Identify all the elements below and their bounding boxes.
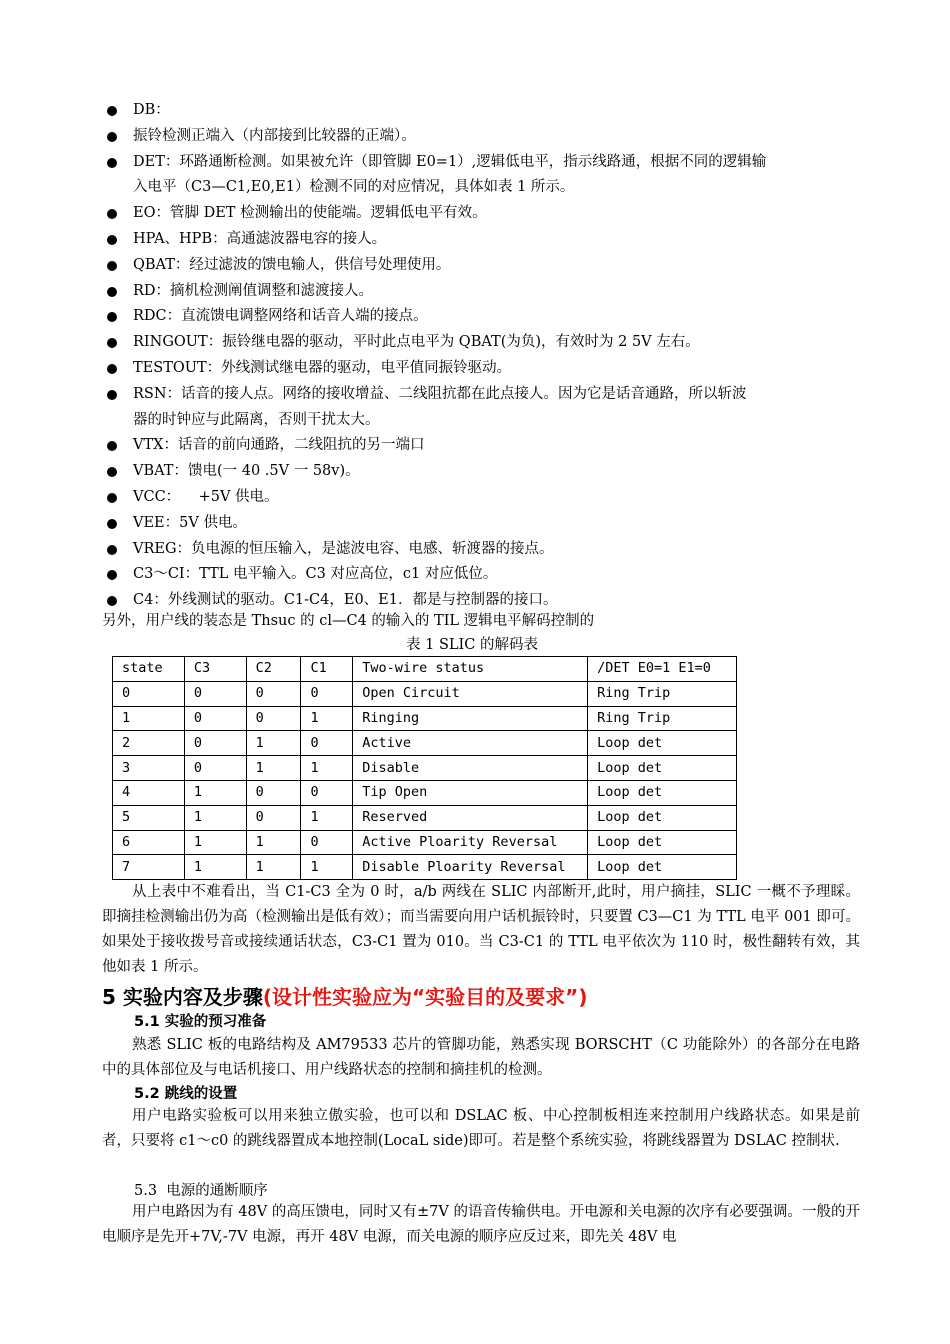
list-item <box>106 433 866 459</box>
list-item <box>106 150 866 202</box>
table-cell: 2 <box>113 731 185 756</box>
table-cell: 1 <box>184 830 246 855</box>
header-cell: C1 <box>301 657 353 682</box>
table-cell: 0 <box>184 731 246 756</box>
section-5-title: 5 实验内容及步骤 <box>102 985 263 1009</box>
section-5-1-heading: 5.1 实验的预习准备 <box>134 1014 267 1030</box>
list-item-text: VEE：5V 供电。 <box>133 514 247 531</box>
header-cell: C2 <box>246 657 301 682</box>
list-item <box>106 201 866 227</box>
list-item-text: RDC：直流馈电调整网络和话音人端的接点。 <box>133 308 428 325</box>
table-cell: 5 <box>113 805 185 830</box>
bullet-icon <box>107 390 117 400</box>
table-row <box>113 706 737 731</box>
list-item-text: RD：摘机检测阐值调整和滤渡接人。 <box>133 282 374 299</box>
table-cell: 0 <box>301 731 353 756</box>
table-row <box>113 780 737 805</box>
list-item <box>106 253 866 279</box>
bullet-icon <box>107 287 117 297</box>
table-caption-text: 表 1 SLIC 的解码表 <box>406 637 538 653</box>
list-item <box>106 304 866 330</box>
table-cell: Disable <box>353 756 588 781</box>
table-row <box>113 805 737 830</box>
table-cell: Reserved <box>353 805 588 830</box>
table-cell: 1 <box>301 855 353 880</box>
list-item-text: RSN：话音的接人点。网络的接收增益、二线阻抗都在此点接人。因为它是话音通路，所以斩波 <box>133 385 747 402</box>
section-5-note: (设计性实验应为“实验目的及要求”) <box>262 985 588 1009</box>
table-cell: Disable Ploarity Reversal <box>353 855 588 880</box>
pin-description-list <box>106 98 866 614</box>
table-cell: 4 <box>113 780 185 805</box>
table-cell: 0 <box>184 706 246 731</box>
section-5-1-body: 熟悉 SLIC 板的电路结构及 AM79533 芯片的管脚功能，熟悉实现 BORSCHT（C 功能除外）的各部分在电路中的具体部位及与电话机接口、用户线路状态的控制和摘挂机的检测。 <box>102 1037 860 1078</box>
table-cell: 1 <box>184 780 246 805</box>
list-item <box>106 459 866 485</box>
section-5-2-heading: 5.2 跳线的设置 <box>134 1086 238 1102</box>
list-item-continuation: 入电平（C3—C1,E0,E1）检测不同的对应情况，具体如表 1 所示。 <box>133 179 575 196</box>
header-cell: C3 <box>184 657 246 682</box>
list-item <box>106 330 866 356</box>
table-cell: Loop det <box>588 780 737 805</box>
table-cell: 0 <box>246 706 301 731</box>
bullet-icon <box>107 209 117 219</box>
table-cell: 1 <box>301 805 353 830</box>
table-cell: 0 <box>113 681 185 706</box>
bullet-icon <box>107 493 117 503</box>
list-item-text: VBAT：馈电(一 40 .5V 一 58v)。 <box>133 463 360 480</box>
header-cell: Two-wire status <box>353 657 588 682</box>
table-row <box>113 855 737 880</box>
list-item-text: C4：外线测试的驱动。C1-C4，E0、E1．都是与控制器的接口。 <box>133 592 558 609</box>
table-cell: Tip Open <box>353 780 588 805</box>
bullet-icon <box>107 261 117 271</box>
table-cell: 1 <box>246 830 301 855</box>
list-item <box>106 356 866 382</box>
header-cell: /DET E0=1 E1=0 <box>588 657 737 682</box>
table-cell: 1 <box>301 756 353 781</box>
table-cell: 1 <box>301 706 353 731</box>
list-item-text: RINGOUT：振铃继电器的驱动，平时此点电平为 QBAT(为负)，有效时为 2 5V 左右。 <box>133 334 700 351</box>
list-item <box>106 511 866 537</box>
bullet-icon <box>107 364 117 374</box>
table-cell: 0 <box>246 681 301 706</box>
table-cell: 0 <box>246 805 301 830</box>
bullet-icon <box>107 467 117 477</box>
table-row <box>113 756 737 781</box>
table-cell: 6 <box>113 830 185 855</box>
table-cell: Loop det <box>588 830 737 855</box>
list-item <box>106 382 866 434</box>
list-item-text: TESTOUT：外线测试继电器的驱动，电平值同振铃驱动。 <box>133 359 512 376</box>
table-header-row <box>113 657 737 682</box>
list-item-text: VTX：话音的前向通路，二线阻抗的另一端口 <box>133 437 425 454</box>
table-row <box>113 731 737 756</box>
table-row <box>113 681 737 706</box>
bullet-icon <box>107 132 117 142</box>
table-cell: 0 <box>184 756 246 781</box>
list-item-text: HPA、HPB：高通滤波器电容的接人。 <box>133 230 387 247</box>
table-cell: 3 <box>113 756 185 781</box>
bullet-icon <box>107 570 117 580</box>
slic-decode-table <box>112 656 737 880</box>
list-item <box>106 562 866 588</box>
table-cell: Loop det <box>588 805 737 830</box>
table-cell: Ringing <box>353 706 588 731</box>
table-cell: Loop det <box>588 756 737 781</box>
table-cell: 0 <box>184 681 246 706</box>
header-cell: state <box>113 657 185 682</box>
list-item-text: DET：环路通断检测。如果被允许（即管脚 E0=1）,逻辑低电平，指示线路通，根据不同的逻辑输 <box>133 153 767 170</box>
section-5-heading <box>102 981 587 1010</box>
table-body <box>113 657 737 880</box>
table-cell: Active <box>353 731 588 756</box>
table-cell: Open Circuit <box>353 681 588 706</box>
list-item-text: 振铃检测正端入（内部接到比较器的正端）。 <box>133 127 416 144</box>
list-item-text: VCC： +5V 供电。 <box>133 488 279 505</box>
list-item-text: VREG：负电源的恒压输入，是滤波电容、电感、斩渡器的接点。 <box>133 540 554 557</box>
table-cell: 1 <box>184 855 246 880</box>
table-cell: Loop det <box>588 855 737 880</box>
list-item-text: DB： <box>133 102 170 118</box>
bullet-icon <box>107 338 117 348</box>
section-5-2-body: 用户电路实验板可以用来独立傲实验，也可以和 DSLAC 板、中心控制板相连来控制用户线路状态。如果是前者，只要将 c1～c0 的跳线器置成本地控制(LocaL side)即可。若是整个系统实验，将跳线器置为 DSLAC 控制状. <box>102 1108 860 1149</box>
list-item <box>106 279 866 305</box>
section-5-3-heading: 5.3 电源的通断顺序 <box>134 1183 268 1199</box>
table-row <box>113 830 737 855</box>
list-item <box>106 227 866 253</box>
table-cell: 7 <box>113 855 185 880</box>
table-cell: Active Ploarity Reversal <box>353 830 588 855</box>
list-item <box>106 537 866 563</box>
table-cell: 1 <box>246 756 301 781</box>
table-explanation: 从上表中不难看出，当 C1-C3 全为 0 时，a/b 两线在 SLIC 内部断开,此时，用户摘挂，SLIC 一概不予理睬。即摘挂检测输出仍为高（检测输出是低有效）；而当需要向用户话机振铃时，只要置 C3—C1 为 TTL 电平 001 即可。如果处于接收拨号音或接续通话状态，C3-C1 置为 010。当 C3-C1 的 TTL 电平依次为 110 时，极性翻转有效，其他如表 1 所示。 <box>102 884 860 975</box>
table-cell: 0 <box>301 681 353 706</box>
bullet-icon <box>107 441 117 451</box>
table-cell: 1 <box>113 706 185 731</box>
table-cell: Ring Trip <box>588 681 737 706</box>
table-caption <box>102 634 842 656</box>
list-item <box>106 485 866 511</box>
list-item-text: C3～CI：TTL 电平输入。C3 对应高位，c1 对应低位。 <box>133 566 498 583</box>
bullet-icon <box>107 519 117 529</box>
table-cell: 1 <box>184 805 246 830</box>
bullet-icon <box>107 235 117 245</box>
table-cell: 1 <box>246 855 301 880</box>
bullet-icon <box>107 596 117 606</box>
bullet-icon <box>107 158 117 168</box>
list-item-continuation: 器的时钟应与此隔离，否则干扰太大。 <box>133 411 380 428</box>
list-item-text: EO：管脚 DET 检测输出的使能端。逻辑低电平有效。 <box>133 205 487 222</box>
list-item <box>106 124 866 150</box>
table-cell: Ring Trip <box>588 706 737 731</box>
bullet-icon <box>107 106 117 116</box>
table-cell: 0 <box>246 780 301 805</box>
table-cell: 0 <box>301 830 353 855</box>
list-item <box>106 98 866 124</box>
table-cell: 1 <box>246 731 301 756</box>
section-5-3-body: 用户电路因为有 48V 的高压馈电，同时又有±7V 的语音传输供电。开电源和关电源的次序有必要强调。一般的开电顺序是先开+7V,-7V 电源，再开 48V 电源，而关电源的顺序应反过来，即先关 48V 电 <box>102 1204 860 1245</box>
intro-line: 另外，用户线的装态是 Thsuc 的 cl—C4 的输入的 TIL 逻辑电平解码控制的 <box>102 613 595 629</box>
bullet-icon <box>107 545 117 555</box>
bullet-icon <box>107 312 117 322</box>
list-item-text: QBAT：经过滤波的馈电输人，供信号处理使用。 <box>133 256 451 273</box>
table-cell: 0 <box>301 780 353 805</box>
table-cell: Loop det <box>588 731 737 756</box>
